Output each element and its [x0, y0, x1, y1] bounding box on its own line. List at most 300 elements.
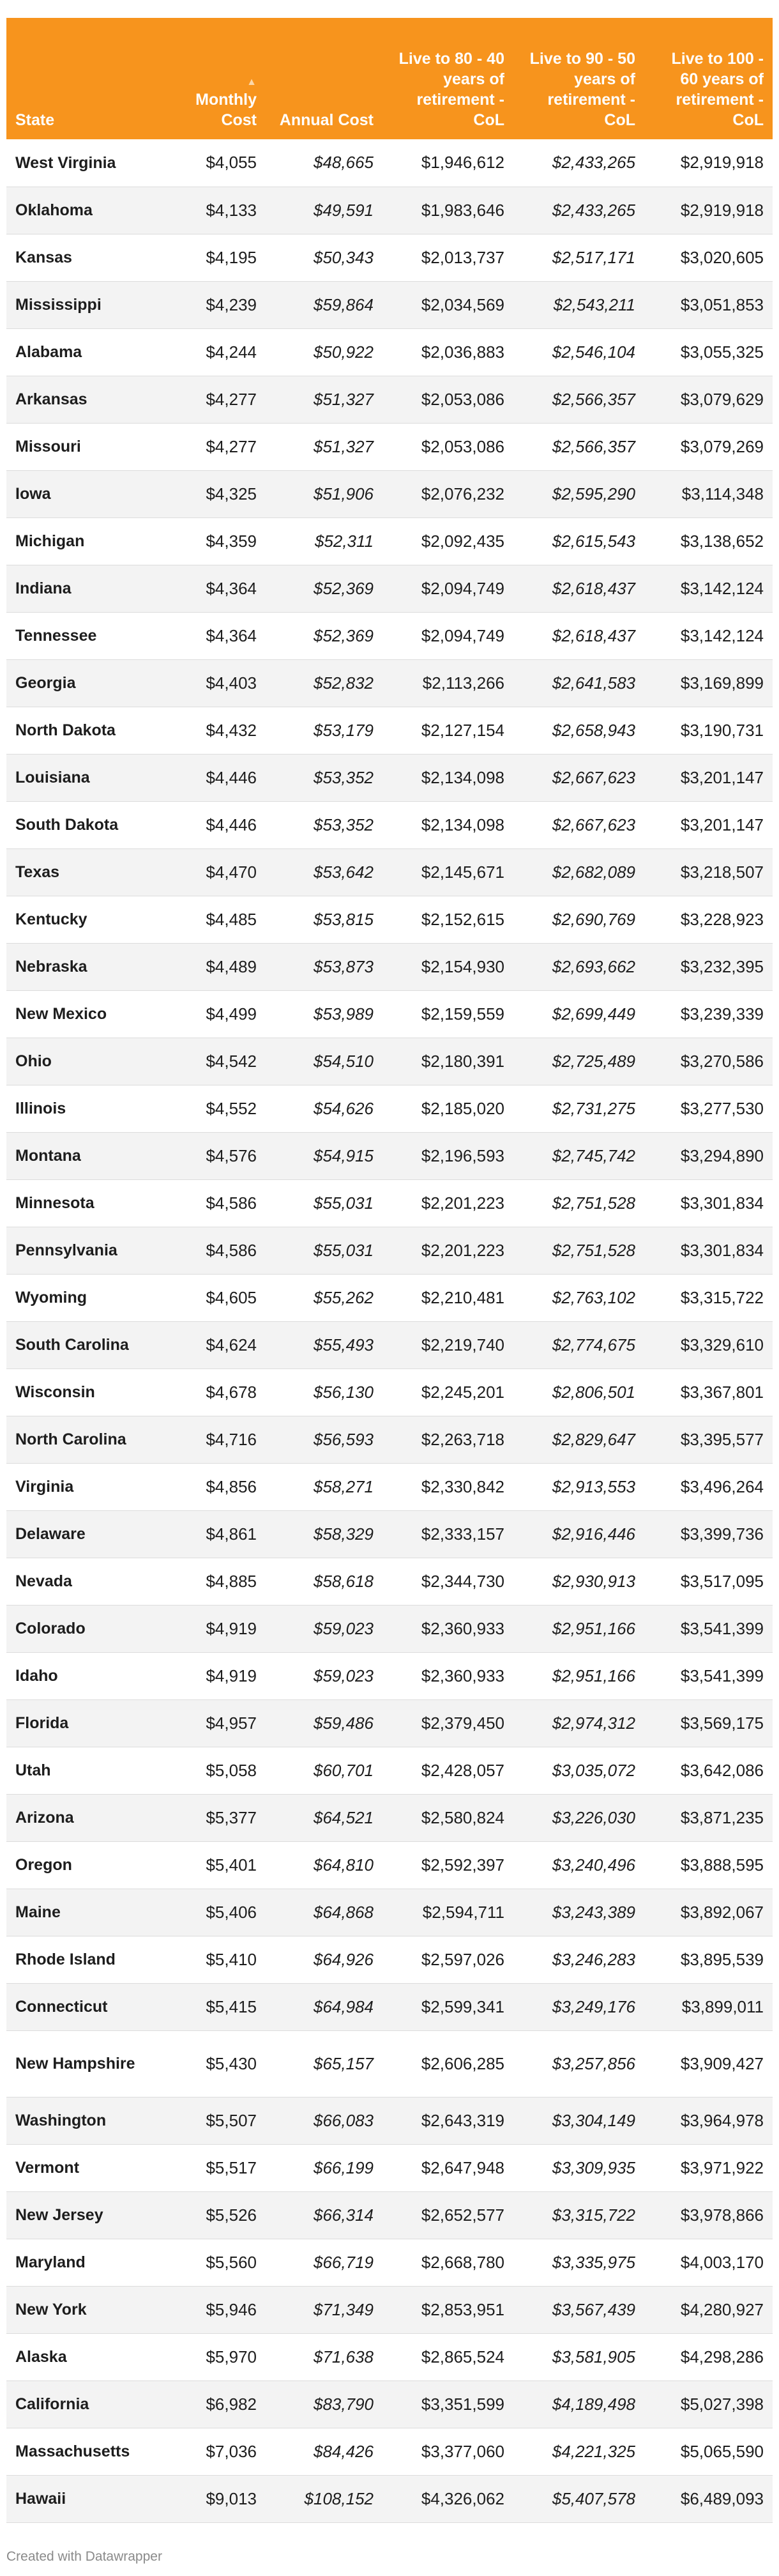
monthly-cost-cell: $4,856 — [174, 1463, 266, 1510]
live-to-100-cell: $3,138,652 — [644, 518, 773, 565]
monthly-cost-cell: $4,244 — [174, 328, 266, 376]
table-row — [6, 1227, 773, 1274]
live-to-100-cell: $3,079,629 — [644, 376, 773, 423]
annual-cost-cell: $56,130 — [266, 1368, 382, 1416]
live-to-100-cell: $3,329,610 — [644, 1321, 773, 1368]
table-body — [6, 139, 773, 2522]
live-to-80-cell: $2,668,780 — [382, 2239, 513, 2286]
annual-cost-cell: $52,311 — [266, 518, 382, 565]
table-row — [6, 1983, 773, 2030]
table-row — [6, 1085, 773, 1132]
table-row — [6, 1416, 773, 1463]
live-to-80-cell: $1,983,646 — [382, 187, 513, 234]
annual-cost-cell: $51,327 — [266, 376, 382, 423]
live-to-90-cell: $2,725,489 — [513, 1038, 644, 1085]
table-row — [6, 612, 773, 659]
live-to-80-cell: $2,245,201 — [382, 1368, 513, 1416]
table-row — [6, 1038, 773, 1085]
table-row — [6, 2380, 773, 2428]
state-cell: Maine — [6, 1889, 174, 1936]
annual-cost-cell: $51,906 — [266, 470, 382, 518]
live-to-100-cell: $3,051,853 — [644, 281, 773, 328]
live-to-100-cell: $3,871,235 — [644, 1794, 773, 1841]
live-to-100-cell: $3,395,577 — [644, 1416, 773, 1463]
live-to-90-cell: $3,243,389 — [513, 1889, 644, 1936]
live-to-90-cell: $2,774,675 — [513, 1321, 644, 1368]
annual-cost-cell: $66,083 — [266, 2097, 382, 2144]
live-to-80-cell: $2,201,223 — [382, 1179, 513, 1227]
table-row — [6, 896, 773, 943]
state-cell: Alaska — [6, 2333, 174, 2380]
state-cell: New York — [6, 2286, 174, 2333]
table-row — [6, 2428, 773, 2475]
live-to-80-cell: $2,092,435 — [382, 518, 513, 565]
live-to-90-cell: $4,189,498 — [513, 2380, 644, 2428]
table-row — [6, 423, 773, 470]
state-cell: Nevada — [6, 1558, 174, 1605]
live-to-100-cell: $2,919,918 — [644, 187, 773, 234]
monthly-cost-cell: $5,560 — [174, 2239, 266, 2286]
state-cell: North Carolina — [6, 1416, 174, 1463]
live-to-100-cell: $3,169,899 — [644, 659, 773, 707]
monthly-cost-cell: $5,410 — [174, 1936, 266, 1983]
live-to-80-cell: $2,053,086 — [382, 376, 513, 423]
live-to-100-cell: $3,114,348 — [644, 470, 773, 518]
table-row — [6, 187, 773, 234]
annual-cost-cell: $59,864 — [266, 281, 382, 328]
header-monthly-label: Monthly Cost — [195, 91, 257, 129]
retirement-cost-table — [6, 18, 773, 2523]
live-to-100-cell: $3,517,095 — [644, 1558, 773, 1605]
live-to-80-cell: $2,113,266 — [382, 659, 513, 707]
live-to-100-cell: $4,003,170 — [644, 2239, 773, 2286]
monthly-cost-cell: $4,885 — [174, 1558, 266, 1605]
live-to-80-cell: $2,360,933 — [382, 1605, 513, 1652]
table-row — [6, 1132, 773, 1179]
live-to-100-cell: $3,142,124 — [644, 565, 773, 612]
table-row — [6, 234, 773, 281]
live-to-100-cell: $3,201,147 — [644, 754, 773, 801]
monthly-cost-cell: $9,013 — [174, 2475, 266, 2522]
state-cell: Kentucky — [6, 896, 174, 943]
annual-cost-cell: $54,915 — [266, 1132, 382, 1179]
monthly-cost-cell: $4,446 — [174, 754, 266, 801]
monthly-cost-cell: $4,359 — [174, 518, 266, 565]
live-to-90-cell: $2,667,623 — [513, 754, 644, 801]
live-to-80-cell: $4,326,062 — [382, 2475, 513, 2522]
annual-cost-cell: $64,810 — [266, 1841, 382, 1889]
live-to-80-cell: $2,428,057 — [382, 1747, 513, 1794]
table-row — [6, 1652, 773, 1699]
state-cell: Louisiana — [6, 754, 174, 801]
state-cell: Minnesota — [6, 1179, 174, 1227]
monthly-cost-cell: $4,552 — [174, 1085, 266, 1132]
monthly-cost-cell: $5,430 — [174, 2030, 266, 2097]
live-to-100-cell: $3,020,605 — [644, 234, 773, 281]
annual-cost-cell: $49,591 — [266, 187, 382, 234]
live-to-90-cell: $2,916,446 — [513, 1510, 644, 1558]
live-to-80-cell: $2,865,524 — [382, 2333, 513, 2380]
state-cell: Kansas — [6, 234, 174, 281]
annual-cost-cell: $59,023 — [266, 1605, 382, 1652]
table-row — [6, 470, 773, 518]
annual-cost-cell: $66,719 — [266, 2239, 382, 2286]
live-to-100-cell: $3,541,399 — [644, 1605, 773, 1652]
state-cell: Indiana — [6, 565, 174, 612]
live-to-90-cell: $3,309,935 — [513, 2144, 644, 2191]
table-row — [6, 1510, 773, 1558]
state-cell: West Virginia — [6, 139, 174, 187]
annual-cost-cell: $53,815 — [266, 896, 382, 943]
live-to-100-cell: $3,888,595 — [644, 1841, 773, 1889]
header-annual-cost[interactable]: Annual Cost — [279, 111, 374, 129]
table-row — [6, 139, 773, 187]
annual-cost-cell: $71,349 — [266, 2286, 382, 2333]
live-to-80-cell: $2,134,098 — [382, 801, 513, 848]
monthly-cost-cell: $4,716 — [174, 1416, 266, 1463]
live-to-80-cell: $2,076,232 — [382, 470, 513, 518]
header-live-to-100[interactable]: Live to 100 - 60 years of retirement - CoL — [671, 50, 764, 129]
annual-cost-cell: $55,262 — [266, 1274, 382, 1321]
live-to-100-cell: $3,190,731 — [644, 707, 773, 754]
monthly-cost-cell: $4,055 — [174, 139, 266, 187]
monthly-cost-cell: $5,415 — [174, 1983, 266, 2030]
monthly-cost-cell: $5,058 — [174, 1747, 266, 1794]
live-to-80-cell: $2,647,948 — [382, 2144, 513, 2191]
live-to-90-cell: $2,951,166 — [513, 1652, 644, 1699]
annual-cost-cell: $55,031 — [266, 1227, 382, 1274]
annual-cost-cell: $84,426 — [266, 2428, 382, 2475]
table-row — [6, 2191, 773, 2239]
annual-cost-cell: $59,486 — [266, 1699, 382, 1747]
table-row — [6, 328, 773, 376]
live-to-90-cell: $2,618,437 — [513, 565, 644, 612]
live-to-100-cell: $3,055,325 — [644, 328, 773, 376]
live-to-90-cell: $2,566,357 — [513, 423, 644, 470]
monthly-cost-cell: $4,239 — [174, 281, 266, 328]
live-to-90-cell: $2,433,265 — [513, 187, 644, 234]
monthly-cost-cell: $4,470 — [174, 848, 266, 896]
live-to-90-cell: $2,595,290 — [513, 470, 644, 518]
state-cell: Wisconsin — [6, 1368, 174, 1416]
annual-cost-cell: $58,271 — [266, 1463, 382, 1510]
sort-ascending-icon: ▲ — [246, 77, 257, 88]
table-row — [6, 1368, 773, 1416]
live-to-80-cell: $3,377,060 — [382, 2428, 513, 2475]
header-live-to-90[interactable]: Live to 90 - 50 years of retirement - CoL — [529, 50, 635, 129]
table-row — [6, 2239, 773, 2286]
state-cell: Colorado — [6, 1605, 174, 1652]
state-cell: Wyoming — [6, 1274, 174, 1321]
state-cell: California — [6, 2380, 174, 2428]
state-cell: Rhode Island — [6, 1936, 174, 1983]
annual-cost-cell: $64,926 — [266, 1936, 382, 1983]
monthly-cost-cell: $4,605 — [174, 1274, 266, 1321]
live-to-90-cell: $2,930,913 — [513, 1558, 644, 1605]
live-to-80-cell: $2,013,737 — [382, 234, 513, 281]
monthly-cost-cell: $4,919 — [174, 1605, 266, 1652]
annual-cost-cell: $54,510 — [266, 1038, 382, 1085]
header-monthly-cost[interactable] — [174, 18, 266, 139]
live-to-90-cell: $2,566,357 — [513, 376, 644, 423]
state-cell: Illinois — [6, 1085, 174, 1132]
live-to-100-cell: $3,294,890 — [644, 1132, 773, 1179]
live-to-90-cell: $3,335,975 — [513, 2239, 644, 2286]
annual-cost-cell: $83,790 — [266, 2380, 382, 2428]
live-to-90-cell: $5,407,578 — [513, 2475, 644, 2522]
table-header-row — [6, 18, 773, 139]
live-to-90-cell: $3,240,496 — [513, 1841, 644, 1889]
monthly-cost-cell: $4,624 — [174, 1321, 266, 1368]
annual-cost-cell: $108,152 — [266, 2475, 382, 2522]
table-row — [6, 1747, 773, 1794]
live-to-80-cell: $2,597,026 — [382, 1936, 513, 1983]
live-to-90-cell: $2,690,769 — [513, 896, 644, 943]
live-to-80-cell: $3,351,599 — [382, 2380, 513, 2428]
table-row — [6, 281, 773, 328]
live-to-80-cell: $2,333,157 — [382, 1510, 513, 1558]
table-row — [6, 801, 773, 848]
state-cell: Idaho — [6, 1652, 174, 1699]
monthly-cost-cell: $4,919 — [174, 1652, 266, 1699]
state-cell: Connecticut — [6, 1983, 174, 2030]
state-cell: Pennsylvania — [6, 1227, 174, 1274]
live-to-100-cell: $2,919,918 — [644, 139, 773, 187]
live-to-100-cell: $3,228,923 — [644, 896, 773, 943]
table-row — [6, 2097, 773, 2144]
live-to-80-cell: $2,094,749 — [382, 612, 513, 659]
table-row — [6, 1605, 773, 1652]
monthly-cost-cell: $4,133 — [174, 187, 266, 234]
table-row — [6, 376, 773, 423]
monthly-cost-cell: $4,586 — [174, 1179, 266, 1227]
live-to-100-cell: $5,065,590 — [644, 2428, 773, 2475]
live-to-100-cell: $3,301,834 — [644, 1227, 773, 1274]
live-to-80-cell: $2,330,842 — [382, 1463, 513, 1510]
live-to-100-cell: $3,142,124 — [644, 612, 773, 659]
monthly-cost-cell: $4,586 — [174, 1227, 266, 1274]
datawrapper-credit: Created with Datawrapper — [6, 2549, 162, 2564]
live-to-90-cell: $2,546,104 — [513, 328, 644, 376]
live-to-80-cell: $2,185,020 — [382, 1085, 513, 1132]
state-cell: Mississippi — [6, 281, 174, 328]
live-to-80-cell: $2,263,718 — [382, 1416, 513, 1463]
live-to-80-cell: $2,053,086 — [382, 423, 513, 470]
annual-cost-cell: $48,665 — [266, 139, 382, 187]
state-cell: New Mexico — [6, 990, 174, 1038]
monthly-cost-cell: $4,576 — [174, 1132, 266, 1179]
monthly-cost-cell: $4,499 — [174, 990, 266, 1038]
state-cell: Ohio — [6, 1038, 174, 1085]
annual-cost-cell: $58,329 — [266, 1510, 382, 1558]
monthly-cost-cell: $4,277 — [174, 423, 266, 470]
live-to-90-cell: $2,913,553 — [513, 1463, 644, 1510]
live-to-100-cell: $3,201,147 — [644, 801, 773, 848]
live-to-80-cell: $2,592,397 — [382, 1841, 513, 1889]
live-to-90-cell: $2,806,501 — [513, 1368, 644, 1416]
table-row — [6, 1321, 773, 1368]
monthly-cost-cell: $4,542 — [174, 1038, 266, 1085]
annual-cost-cell: $60,701 — [266, 1747, 382, 1794]
live-to-90-cell: $2,745,742 — [513, 1132, 644, 1179]
live-to-100-cell: $3,964,978 — [644, 2097, 773, 2144]
live-to-90-cell: $2,731,275 — [513, 1085, 644, 1132]
monthly-cost-cell: $4,861 — [174, 1510, 266, 1558]
live-to-80-cell: $2,180,391 — [382, 1038, 513, 1085]
table-row — [6, 943, 773, 990]
live-to-80-cell: $2,036,883 — [382, 328, 513, 376]
state-cell: South Dakota — [6, 801, 174, 848]
annual-cost-cell: $66,314 — [266, 2191, 382, 2239]
live-to-90-cell: $2,751,528 — [513, 1179, 644, 1227]
live-to-80-cell: $2,145,671 — [382, 848, 513, 896]
table-row — [6, 1841, 773, 1889]
live-to-90-cell: $3,257,856 — [513, 2030, 644, 2097]
monthly-cost-cell: $5,526 — [174, 2191, 266, 2239]
monthly-cost-cell: $4,446 — [174, 801, 266, 848]
live-to-80-cell: $2,034,569 — [382, 281, 513, 328]
live-to-90-cell: $2,433,265 — [513, 139, 644, 187]
live-to-80-cell: $2,599,341 — [382, 1983, 513, 2030]
table-row — [6, 2030, 773, 2097]
monthly-cost-cell: $4,678 — [174, 1368, 266, 1416]
table-row — [6, 1274, 773, 1321]
state-cell: Alabama — [6, 328, 174, 376]
annual-cost-cell: $52,832 — [266, 659, 382, 707]
monthly-cost-cell: $5,946 — [174, 2286, 266, 2333]
live-to-80-cell: $2,379,450 — [382, 1699, 513, 1747]
monthly-cost-cell: $4,195 — [174, 234, 266, 281]
state-cell: Nebraska — [6, 943, 174, 990]
live-to-90-cell: $4,221,325 — [513, 2428, 644, 2475]
live-to-100-cell: $3,315,722 — [644, 1274, 773, 1321]
annual-cost-cell: $59,023 — [266, 1652, 382, 1699]
annual-cost-cell: $66,199 — [266, 2144, 382, 2191]
live-to-80-cell: $2,219,740 — [382, 1321, 513, 1368]
live-to-80-cell: $2,159,559 — [382, 990, 513, 1038]
live-to-90-cell: $3,567,439 — [513, 2286, 644, 2333]
monthly-cost-cell: $4,364 — [174, 612, 266, 659]
retirement-cost-table-container — [6, 18, 773, 2523]
live-to-90-cell: $2,763,102 — [513, 1274, 644, 1321]
live-to-90-cell: $2,693,662 — [513, 943, 644, 990]
live-to-100-cell: $3,277,530 — [644, 1085, 773, 1132]
live-to-90-cell: $3,581,905 — [513, 2333, 644, 2380]
live-to-90-cell: $2,658,943 — [513, 707, 644, 754]
live-to-90-cell: $2,615,543 — [513, 518, 644, 565]
table-row — [6, 1936, 773, 1983]
state-cell: Vermont — [6, 2144, 174, 2191]
state-cell: Arizona — [6, 1794, 174, 1841]
header-state[interactable]: State — [15, 111, 55, 129]
annual-cost-cell: $56,593 — [266, 1416, 382, 1463]
live-to-100-cell: $3,899,011 — [644, 1983, 773, 2030]
annual-cost-cell: $50,343 — [266, 234, 382, 281]
live-to-100-cell: $3,232,395 — [644, 943, 773, 990]
live-to-100-cell: $3,496,264 — [644, 1463, 773, 1510]
live-to-100-cell: $3,239,339 — [644, 990, 773, 1038]
annual-cost-cell: $53,352 — [266, 754, 382, 801]
annual-cost-cell: $52,369 — [266, 612, 382, 659]
table-row — [6, 659, 773, 707]
state-cell: Oklahoma — [6, 187, 174, 234]
annual-cost-cell: $64,868 — [266, 1889, 382, 1936]
annual-cost-cell: $53,179 — [266, 707, 382, 754]
live-to-90-cell: $2,699,449 — [513, 990, 644, 1038]
live-to-100-cell: $3,895,539 — [644, 1936, 773, 1983]
live-to-80-cell: $2,210,481 — [382, 1274, 513, 1321]
table-row — [6, 518, 773, 565]
live-to-100-cell: $3,399,736 — [644, 1510, 773, 1558]
live-to-100-cell: $3,301,834 — [644, 1179, 773, 1227]
state-cell: North Dakota — [6, 707, 174, 754]
annual-cost-cell: $54,626 — [266, 1085, 382, 1132]
table-row — [6, 707, 773, 754]
state-cell: Texas — [6, 848, 174, 896]
live-to-80-cell: $2,134,098 — [382, 754, 513, 801]
live-to-100-cell: $3,642,086 — [644, 1747, 773, 1794]
monthly-cost-cell: $5,377 — [174, 1794, 266, 1841]
live-to-100-cell: $3,909,427 — [644, 2030, 773, 2097]
live-to-80-cell: $2,580,824 — [382, 1794, 513, 1841]
live-to-100-cell: $3,218,507 — [644, 848, 773, 896]
live-to-80-cell: $2,154,930 — [382, 943, 513, 990]
annual-cost-cell: $58,618 — [266, 1558, 382, 1605]
table-row — [6, 2144, 773, 2191]
live-to-100-cell: $3,892,067 — [644, 1889, 773, 1936]
live-to-90-cell: $3,226,030 — [513, 1794, 644, 1841]
monthly-cost-cell: $4,277 — [174, 376, 266, 423]
state-cell: Oregon — [6, 1841, 174, 1889]
monthly-cost-cell: $4,432 — [174, 707, 266, 754]
live-to-90-cell: $2,829,647 — [513, 1416, 644, 1463]
annual-cost-cell: $51,327 — [266, 423, 382, 470]
state-cell: Utah — [6, 1747, 174, 1794]
annual-cost-cell: $53,873 — [266, 943, 382, 990]
header-live-to-80[interactable]: Live to 80 - 40 years of retirement - CoL — [398, 50, 504, 129]
live-to-80-cell: $2,196,593 — [382, 1132, 513, 1179]
table-row — [6, 1558, 773, 1605]
live-to-90-cell: $2,682,089 — [513, 848, 644, 896]
live-to-100-cell: $3,978,866 — [644, 2191, 773, 2239]
state-cell: New Jersey — [6, 2191, 174, 2239]
live-to-80-cell: $2,360,933 — [382, 1652, 513, 1699]
table-row — [6, 565, 773, 612]
live-to-80-cell: $2,853,951 — [382, 2286, 513, 2333]
table-row — [6, 2475, 773, 2522]
state-cell: Virginia — [6, 1463, 174, 1510]
live-to-80-cell: $2,652,577 — [382, 2191, 513, 2239]
state-cell: Montana — [6, 1132, 174, 1179]
annual-cost-cell: $55,031 — [266, 1179, 382, 1227]
live-to-90-cell: $2,641,583 — [513, 659, 644, 707]
live-to-90-cell: $2,974,312 — [513, 1699, 644, 1747]
state-cell: Hawaii — [6, 2475, 174, 2522]
live-to-80-cell: $2,152,615 — [382, 896, 513, 943]
live-to-100-cell: $4,298,286 — [644, 2333, 773, 2380]
live-to-100-cell: $5,027,398 — [644, 2380, 773, 2428]
live-to-80-cell: $2,606,285 — [382, 2030, 513, 2097]
live-to-100-cell: $3,971,922 — [644, 2144, 773, 2191]
live-to-90-cell: $2,951,166 — [513, 1605, 644, 1652]
live-to-90-cell: $2,618,437 — [513, 612, 644, 659]
annual-cost-cell: $55,493 — [266, 1321, 382, 1368]
monthly-cost-cell: $4,325 — [174, 470, 266, 518]
state-cell: New Hampshire — [6, 2030, 174, 2097]
live-to-90-cell: $2,543,211 — [513, 281, 644, 328]
state-cell: Arkansas — [6, 376, 174, 423]
annual-cost-cell: $64,521 — [266, 1794, 382, 1841]
